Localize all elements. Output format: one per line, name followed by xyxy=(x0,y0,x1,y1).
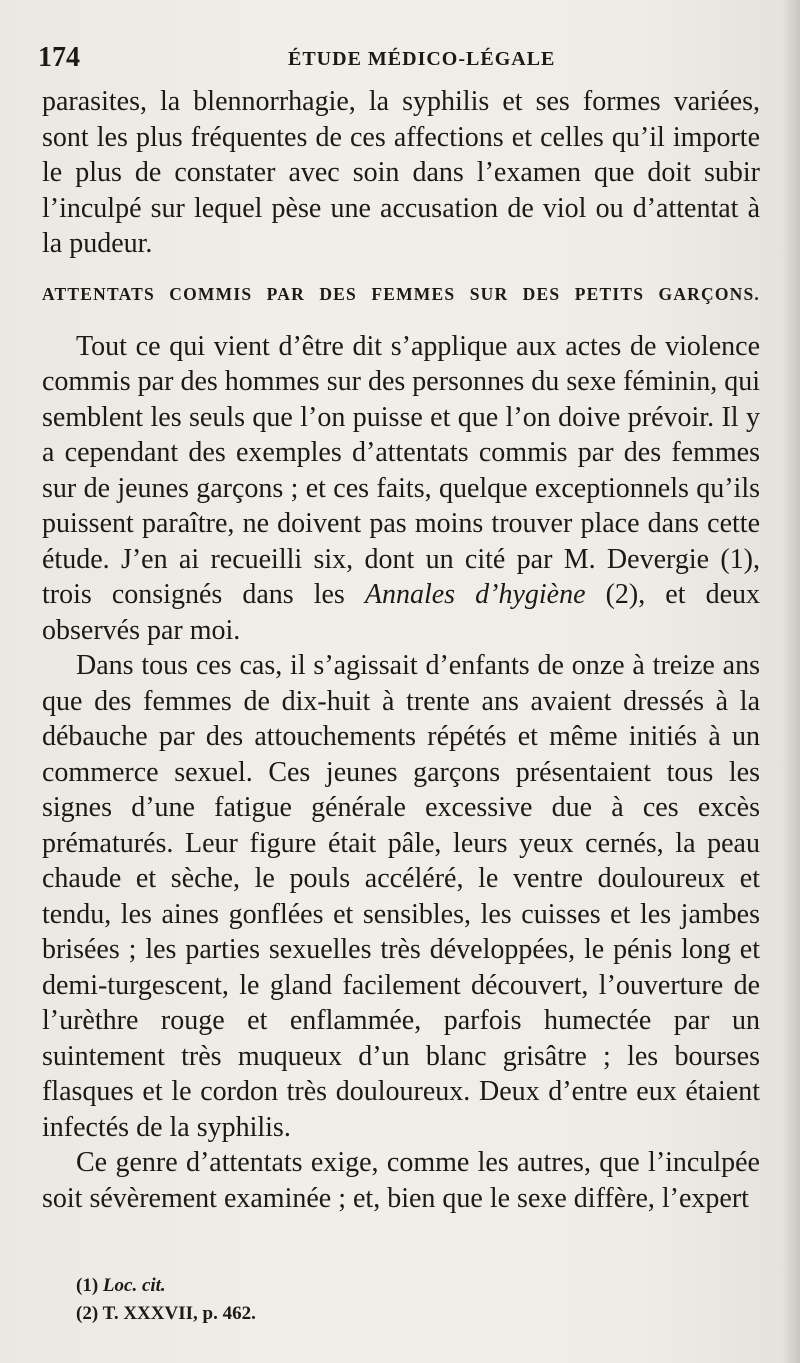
paragraph-text: Tout ce qui vient d’être dit s’applique aux actes de violence commis par des hommes sur des personnes du sexe féminin, qui semblent les seuls que l’on puisse et que l’on doive prévoir. Il y a cependant des exemples d’attentats commis par des femmes sur de jeunes garçons ; et ces faits, quelque exceptionnels qu’ils puissent paraître, ne doivent pas moins trouver place dans cette étude. J’en ai recueilli six, dont un cité par M. Devergie (1), trois consignés dans les xyxy=(42,330,760,610)
page-body xyxy=(42,84,760,1216)
paragraph-examination: Ce genre d’attentats exige, comme les autres, que l’inculpée soit sévèrement examinée ; et, bien que le sexe diffère, l’expert xyxy=(42,1147,760,1214)
section-title: ATTENTATS COMMIS PAR DES FEMMES SUR DES PETITS GARÇONS. xyxy=(42,283,760,304)
page-edge-shadow xyxy=(782,0,800,1363)
footnote-text: T. XXXVII, p. 462. xyxy=(102,1303,256,1324)
footnote-text: Loc. cit. xyxy=(102,1275,166,1296)
footnotes xyxy=(76,1272,676,1328)
paragraph-continuation: parasites, la blennorrhagie, la syphilis et ses formes variées, sont les plus fréquentes de ces affections et celles qu’il importe le plus de constater avec soin dans l’examen que doit subir l’inculpé sur lequel pèse une accusation de viol ou d’attentat à la pudeur. xyxy=(42,86,760,259)
journal-title: Annales d’hygiène xyxy=(364,579,586,610)
footnote-1 xyxy=(76,1272,676,1300)
paragraph-cases: Dans tous ces cas, il s’agissait d’enfants de onze à treize ans que des femmes de dix-huit à trente ans avaient dressés à la débauche par des attouchements répétés et même initiés à un commerce sexuel. Ces jeunes garçons présentaient tous les signes d’une fatigue générale excessive due à ces excès prématurés. Leur figure était pâle, leurs yeux cernés, la peau chaude et sèche, le pouls accéléré, le ventre douloureux et tendu, les aines gonflées et sensibles, les cuisses et les jambes brisées ; les parties sexuelles très développées, le pénis long et demi-turgescent, le gland facilement découvert, l’ouverture de l’urèthre rouge et enflammée, parfois humectée par un suintement très muqueux d’un blanc grisâtre ; les bourses flasques et le cordon très douloureux. Deux d’entre eux étaient infectés de la syphilis. xyxy=(42,650,760,1143)
paragraph-introduction xyxy=(42,329,760,649)
page-header xyxy=(38,42,758,76)
footnote-2 xyxy=(76,1300,676,1328)
running-head: ÉTUDE MÉDICO-LÉGALE xyxy=(288,48,556,70)
footnote-marker: (2) xyxy=(76,1303,99,1324)
page-number: 174 xyxy=(38,42,80,73)
paragraph-text: (2), et deux observés par moi. xyxy=(42,579,760,646)
footnote-marker: (1) xyxy=(76,1275,99,1296)
